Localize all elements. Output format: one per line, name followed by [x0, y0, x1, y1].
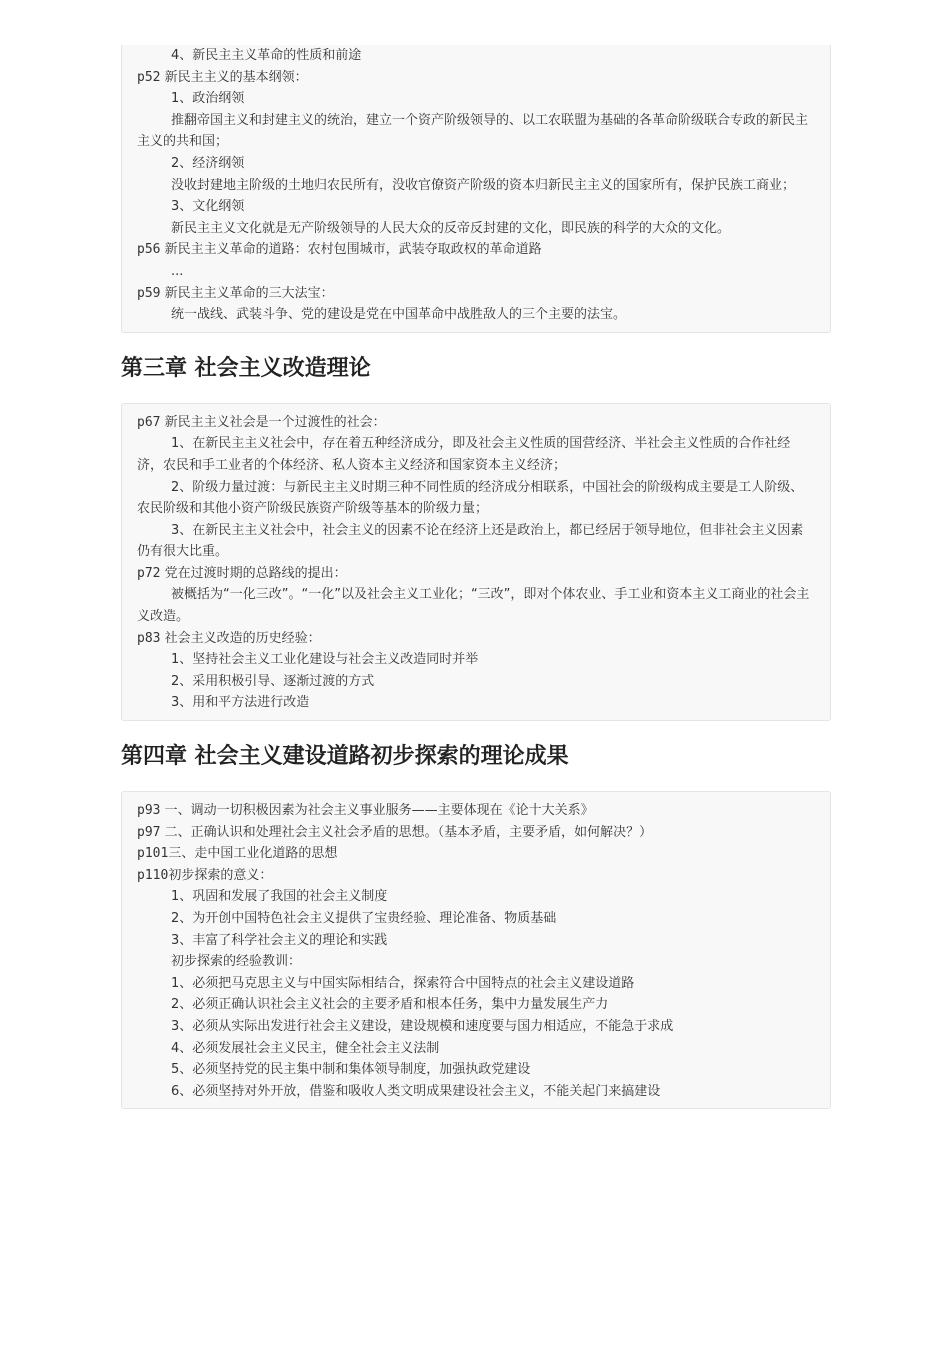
page-reference: p93: [137, 803, 161, 819]
line-text: 2、采用积极引导、逐渐过渡的方式: [171, 673, 375, 689]
code-block-chapter2-continued: [121, 45, 831, 333]
page-reference: p67: [137, 414, 161, 430]
line-text: 3、文化纲领: [171, 199, 245, 215]
line-text: 3、必须从实际出发进行社会主义建设，建设规模和速度要与国力相适应，不能急于求成: [171, 1018, 674, 1034]
text-line: [137, 951, 816, 973]
line-text: 1、在新民主主义社会中，存在着五种经济成分，即及社会主义性质的国营经济、半社会主义性质的合作社经济，农民和手工业者的个体经济、私人资本主义经济和国家资本主义经济；: [137, 436, 791, 473]
page-reference: p97: [137, 824, 161, 840]
line-text: 3、在新民主主义社会中，社会主义的因素不论在经济上还是政治上，都已经居于领导地位，但非社会主义因素仍有很大比重。: [137, 522, 804, 560]
line-text: 1、巩固和发展了我国的社会主义制度: [171, 889, 388, 905]
text-line: [137, 692, 816, 714]
text-line: [137, 477, 816, 520]
text-line: [137, 886, 816, 908]
line-text: 统一战线、武装斗争、党的建设是党在中国革命中战胜敌人的三个主要的法宝。: [171, 307, 627, 323]
text-line: [137, 908, 816, 930]
line-text: 6、必须坚持对外开放，借鉴和吸收人类文明成果建设社会主义，不能关起门来搞建设: [171, 1083, 661, 1099]
line-text: 4、新民主主义革命的性质和前途: [171, 48, 362, 63]
line-text: 新民主主义文化就是无产阶级领导的人民大众的反帝反封建的文化，即民族的科学的大众的文化。: [171, 220, 731, 236]
text-line: [137, 1038, 816, 1060]
text-line: [137, 843, 816, 865]
text-line: [137, 563, 816, 585]
line-text: 三、走中国工业化道路的思想: [168, 846, 338, 862]
text-line: [137, 412, 816, 434]
text-line: [137, 628, 816, 650]
line-text: 一、调动一切积极因素为社会主义事业服务——主要体现在《论十大关系》: [160, 803, 594, 819]
text-line: [137, 45, 816, 67]
chapter3-heading: 第三章 社会主义改造理论: [121, 355, 371, 381]
line-text: 没收封建地主阶级的土地归农民所有，没收官僚资产阶级的资本归新民主主义的国家所有，保护民族工商业；: [171, 177, 796, 193]
page-reference: p110: [137, 867, 169, 883]
line-text: 社会主义改造的历史经验：: [160, 630, 321, 646]
text-line: [137, 196, 816, 218]
line-text: 3、丰富了科学社会主义的理论和实践: [171, 932, 388, 948]
text-line: [137, 822, 816, 844]
line-text: 二、正确认识和处理社会主义社会矛盾的思想。（基本矛盾，主要矛盾，如何解决？）: [160, 824, 653, 840]
text-line: [137, 671, 816, 693]
text-line: [137, 1016, 816, 1038]
text-line: [137, 218, 816, 240]
line-text: 新民主主义社会是一个过渡性的社会：: [160, 414, 386, 430]
line-text: 2、阶级力量过渡：与新民主主义时期三种不同性质的经济成分相联系，中国社会的阶级构成主要是工人阶级、农民阶级和其他小资产阶级民族资产阶级等基本的阶级力量；: [137, 479, 804, 517]
line-text: 新民主主义革命的三大法宝：: [160, 285, 334, 301]
page-reference: p59: [137, 285, 161, 301]
text-line: [137, 930, 816, 952]
text-line: [137, 1081, 816, 1103]
text-line: [137, 865, 816, 887]
page-reference: p72: [137, 565, 161, 581]
page-reference: p56: [137, 242, 161, 258]
line-text: 1、坚持社会主义工业化建设与社会主义改造同时并举: [171, 652, 479, 668]
line-text: 1、政治纲领: [171, 91, 245, 107]
line-text: ...: [171, 263, 184, 279]
line-text: 新民主主义革命的道路：农村包围城市，武装夺取政权的革命道路: [160, 242, 542, 258]
line-text: 2、经济纲领: [171, 155, 245, 171]
text-line: [137, 110, 816, 153]
text-line: [137, 239, 816, 261]
line-text: 初步探索的经验教训：: [171, 954, 302, 970]
text-line: [137, 88, 816, 110]
page-reference: p101: [137, 846, 169, 862]
line-text: 新民主主义的基本纲领：: [160, 69, 308, 85]
text-line: [137, 649, 816, 671]
text-line: [137, 175, 816, 197]
page-reference: p52: [137, 69, 161, 85]
text-line: [137, 433, 816, 476]
line-text: 4、必须发展社会主义民主，健全社会主义法制: [171, 1040, 440, 1056]
line-text: 被概括为“一化三改”。“一化”以及社会主义工业化；“三改”，即对个体农业、手工业和资本主义工商业的社会主义改造。: [137, 587, 810, 625]
line-text: 2、为开创中国特色社会主义提供了宝贵经验、理论准备、物质基础: [171, 911, 557, 926]
text-line: [137, 304, 816, 326]
text-line: [137, 1059, 816, 1081]
line-text: 1、必须把马克思主义与中国实际相结合，探索符合中国特点的社会主义建设道路: [171, 975, 635, 991]
line-text: 初步探索的意义：: [168, 867, 273, 883]
text-line: [137, 153, 816, 175]
line-text: 2、必须正确认识社会主义社会的主要矛盾和根本任务，集中力量发展生产力: [171, 997, 609, 1013]
text-line: [137, 520, 816, 563]
text-line: [137, 973, 816, 995]
line-text: 5、必须坚持党的民主集中制和集体领导制度，加强执政党建设: [171, 1062, 531, 1078]
text-line: [137, 67, 816, 89]
text-line: [137, 584, 816, 627]
text-line: [137, 994, 816, 1016]
document-page: [121, 0, 831, 1109]
text-line: [137, 283, 816, 305]
text-line: [137, 261, 816, 283]
chapter4-heading: 第四章 社会主义建设道路初步探索的理论成果: [121, 744, 569, 770]
line-text: 3、用和平方法进行改造: [171, 695, 310, 711]
code-block-chapter4: [121, 791, 831, 1109]
line-text: 党在过渡时期的总路线的提出：: [160, 565, 347, 581]
text-line: [137, 800, 816, 822]
code-block-chapter3: [121, 403, 831, 721]
line-text: 推翻帝国主义和封建主义的统治，建立一个资产阶级领导的、以工农联盟为基础的各革命阶级联合专政的新民主主义的共和国；: [137, 112, 809, 150]
page-reference: p83: [137, 630, 161, 646]
